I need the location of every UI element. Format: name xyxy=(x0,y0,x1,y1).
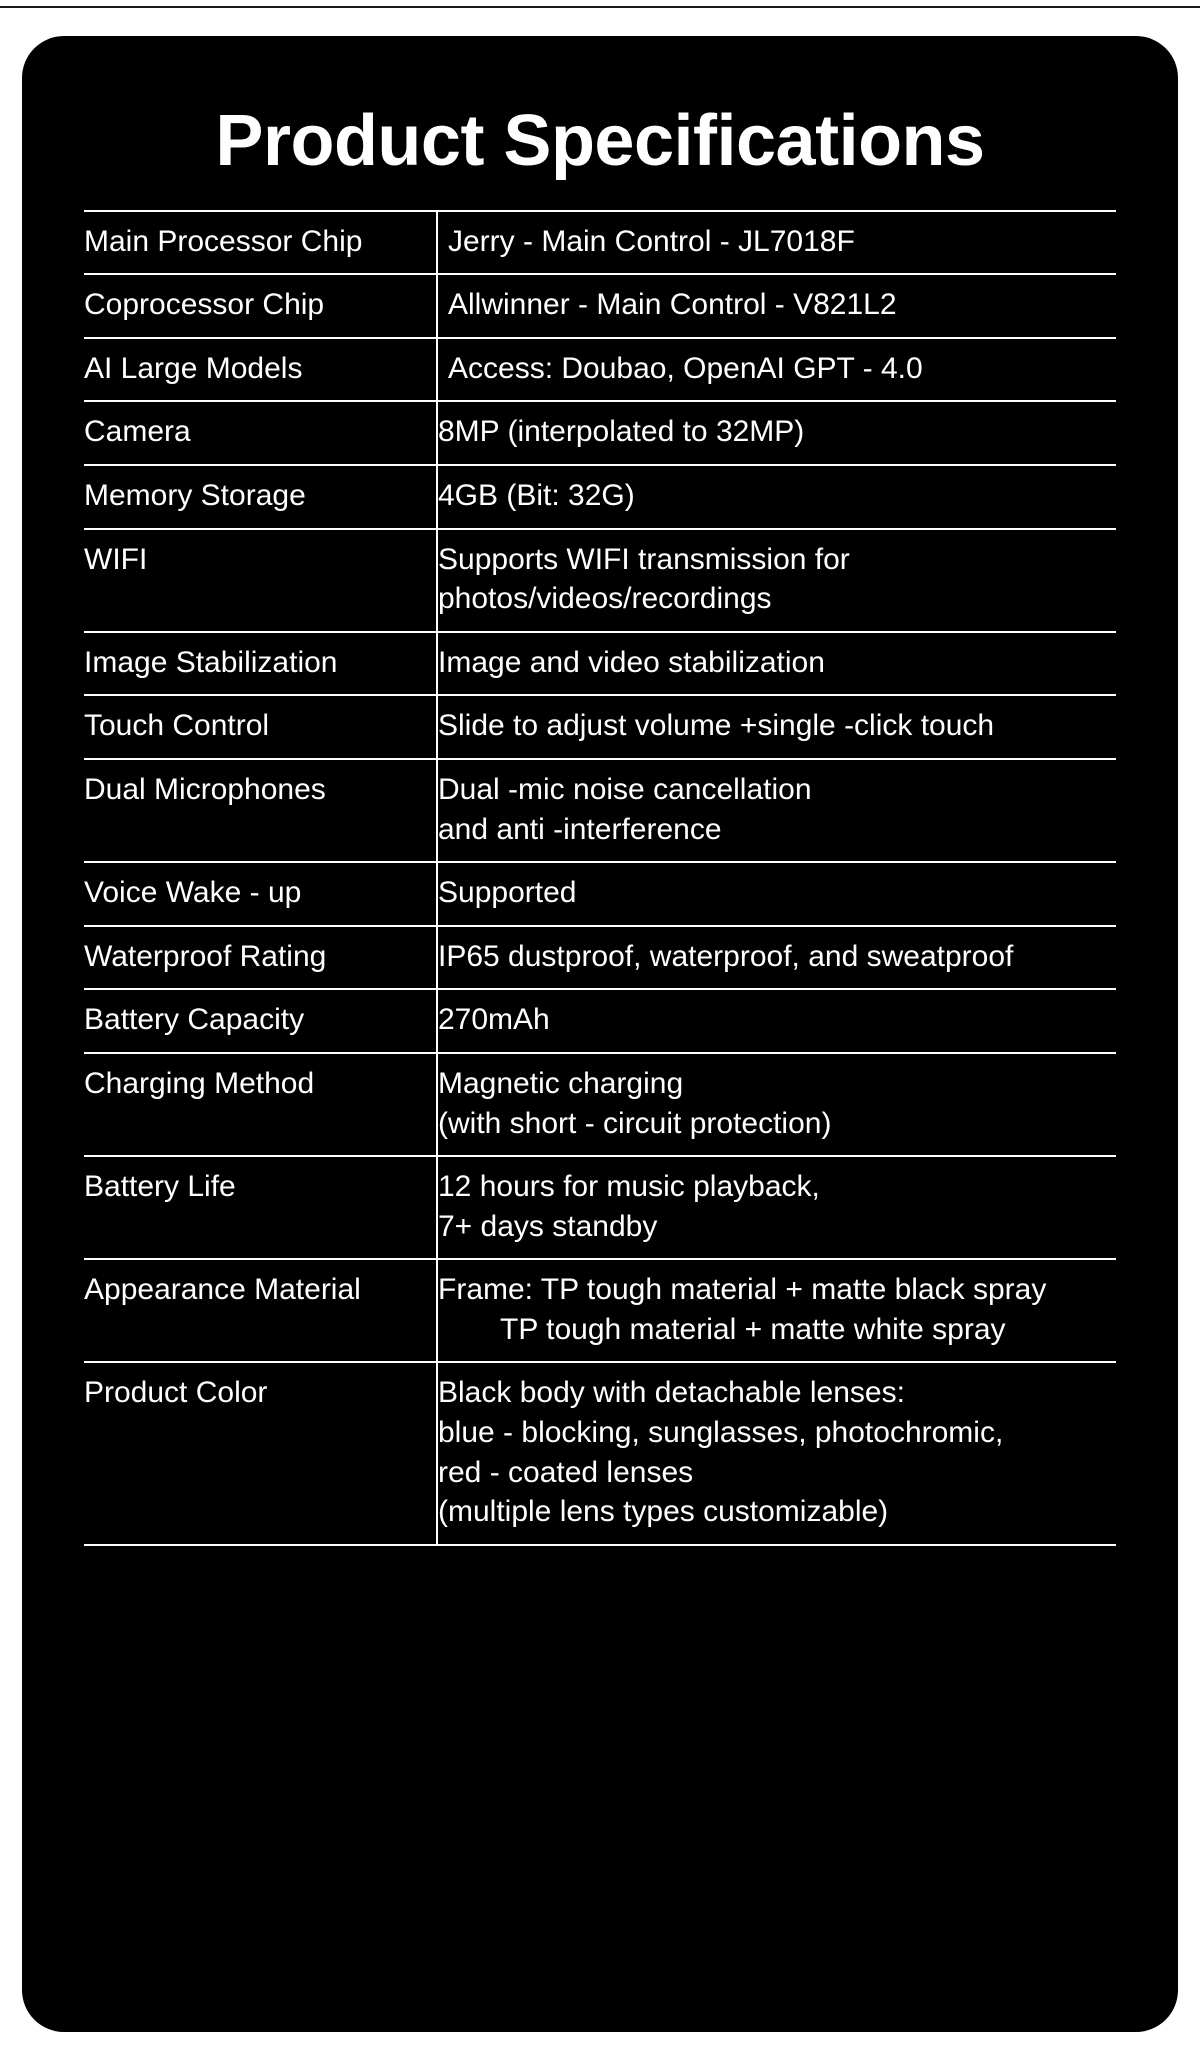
spec-value xyxy=(437,1053,1116,1156)
spec-value-line: red - coated lenses xyxy=(438,1455,694,1489)
spec-value-line: 8MP (interpolated to 32MP) xyxy=(438,415,805,449)
spec-label: Dual Microphones xyxy=(84,759,437,862)
table-row xyxy=(84,338,1116,402)
table-row xyxy=(84,862,1116,926)
spec-value-line: photos/videos/recordings xyxy=(438,582,772,616)
spec-label: Coprocessor Chip xyxy=(84,274,437,338)
spec-value xyxy=(437,1362,1116,1544)
spec-value-line: 12 hours for music playback, xyxy=(438,1170,820,1204)
table-row xyxy=(84,1053,1116,1156)
spec-value xyxy=(437,1259,1116,1362)
spec-value-line: 270mAh xyxy=(438,1003,550,1037)
spec-label: Touch Control xyxy=(84,695,437,759)
table-row xyxy=(84,401,1116,465)
spec-value-line: Slide to adjust volume +single -click touch xyxy=(438,709,995,743)
spec-value xyxy=(437,695,1116,759)
table-row xyxy=(84,695,1116,759)
spec-value-line: Frame: TP tough material + matte black spray xyxy=(438,1273,1047,1307)
spec-label: Voice Wake - up xyxy=(84,862,437,926)
spec-value-line: Image and video stabilization xyxy=(438,645,825,679)
table-row xyxy=(84,211,1116,275)
spec-value-line: Access: Doubao, OpenAI GPT - 4.0 xyxy=(448,351,923,385)
spec-label: Image Stabilization xyxy=(84,632,437,696)
spec-value-line: (multiple lens types customizable) xyxy=(438,1495,889,1529)
spec-value-line: 7+ days standby xyxy=(438,1209,658,1243)
spec-card xyxy=(22,36,1178,2032)
spec-value xyxy=(437,1156,1116,1259)
spec-value xyxy=(437,529,1116,632)
top-divider xyxy=(0,6,1200,8)
spec-value xyxy=(437,989,1116,1053)
page-title: Product Specifications xyxy=(215,101,985,181)
table-row xyxy=(84,1156,1116,1259)
table-row xyxy=(84,989,1116,1053)
table-row xyxy=(84,1362,1116,1544)
spec-value-line: Jerry - Main Control - JL7018F xyxy=(448,224,855,258)
spec-value-line: Supports WIFI transmission for xyxy=(438,542,850,576)
spec-value xyxy=(437,274,1116,338)
spec-value xyxy=(437,632,1116,696)
spec-value-line: and anti -interference xyxy=(438,812,722,846)
spec-value-line: Black body with detachable lenses: xyxy=(438,1376,905,1410)
table-row xyxy=(84,529,1116,632)
spec-value-line: blue - blocking, sunglasses, photochromic, xyxy=(438,1416,1004,1450)
table-row xyxy=(84,926,1116,990)
spec-value-line: Supported xyxy=(438,876,577,910)
spec-label: Main Processor Chip xyxy=(84,211,437,275)
spec-value xyxy=(437,759,1116,862)
spec-label: Charging Method xyxy=(84,1053,437,1156)
spec-value xyxy=(437,338,1116,402)
spec-label: WIFI xyxy=(84,529,437,632)
spec-label: Appearance Material xyxy=(84,1259,437,1362)
table-row xyxy=(84,1259,1116,1362)
spec-value-line: 4GB (Bit: 32G) xyxy=(438,478,635,512)
spec-label: AI Large Models xyxy=(84,338,437,402)
spec-label: Battery Capacity xyxy=(84,989,437,1053)
specifications-table xyxy=(84,210,1116,1546)
spec-label: Memory Storage xyxy=(84,465,437,529)
spec-value-line: IP65 dustproof, waterproof, and sweatproof xyxy=(438,939,1014,973)
spec-value-line: Allwinner - Main Control - V821L2 xyxy=(448,288,897,322)
spec-value xyxy=(437,465,1116,529)
spec-label: Product Color xyxy=(84,1362,437,1544)
table-row xyxy=(84,632,1116,696)
spec-value xyxy=(437,211,1116,275)
spec-value xyxy=(437,401,1116,465)
spec-value xyxy=(437,862,1116,926)
spec-value xyxy=(437,926,1116,990)
spec-label: Battery Life xyxy=(84,1156,437,1259)
spec-value-line: Dual -mic noise cancellation xyxy=(438,772,812,806)
spec-value-line: (with short - circuit protection) xyxy=(438,1106,832,1140)
spec-value-line: TP tough material + matte white spray xyxy=(500,1312,1006,1346)
table-row xyxy=(84,759,1116,862)
spec-label: Waterproof Rating xyxy=(84,926,437,990)
spec-label: Camera xyxy=(84,401,437,465)
table-row xyxy=(84,274,1116,338)
table-row xyxy=(84,465,1116,529)
spec-value-line: Magnetic charging xyxy=(438,1066,684,1100)
